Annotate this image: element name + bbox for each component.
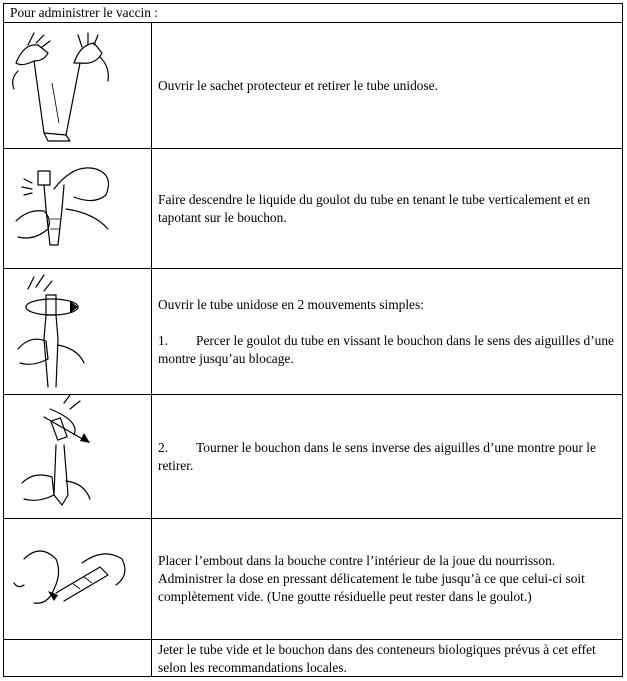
step-row-3 (4, 269, 622, 395)
step-6-image-cell (4, 640, 152, 676)
step-row-2 (4, 149, 622, 269)
step-3-intro: Ouvrir le tube unidose en 2 mouvements simples: (158, 296, 424, 312)
administer-dose-illustration (4, 519, 151, 639)
step-1-text: Ouvrir le sachet protecteur et retirer le tube unidose. (158, 77, 438, 93)
step-3-illustration (4, 269, 152, 394)
header-title: Pour administrer le vaccin : (10, 5, 158, 20)
step-row-5 (4, 519, 622, 640)
step-5-text: Placer l’embout dans la bouche contre l’intérieur de la joue du nourrisson. Administrer la dose en pressant délicatement le tube jusqu’à ce que celui-ci soit complètement vide. (Une goutte résiduelle peut rester dans le goulot.) (158, 553, 585, 604)
step-6-text-cell (152, 640, 622, 676)
step-row-1 (4, 23, 622, 149)
open-sachet-illustration (4, 23, 151, 148)
step-4-text-cell (152, 395, 622, 518)
table-header (4, 4, 622, 23)
step-4-instruction (158, 439, 618, 475)
tap-tube-illustration (4, 149, 151, 268)
step-4-text: Tourner le bouchon dans le sens inverse des aiguilles d’une montre pour le retirer. (158, 439, 596, 473)
step-row-4 (4, 395, 622, 519)
step-4-illustration (4, 395, 152, 518)
step-5-text-cell (152, 519, 622, 639)
step-2-illustration (4, 149, 152, 268)
step-6-text: Jeter le tube vide et le bouchon dans des conteneurs biologiques prévus à cet effet selon les recommandations locales. (158, 642, 596, 675)
step-3-text-cell (152, 269, 622, 394)
instruction-table (3, 3, 623, 677)
step-3-text: Percer le goulot du tube en vissant le bouchon dans le sens des aiguilles d’une montre jusqu’au blocage. (158, 332, 614, 366)
step-2-text-cell (152, 149, 622, 268)
step-row-6 (4, 640, 622, 676)
step-5-illustration (4, 519, 152, 639)
remove-cap-illustration (4, 395, 151, 518)
twist-cap-clockwise-illustration (4, 269, 151, 394)
step-1-illustration (4, 23, 152, 148)
step-4-number: 2. (158, 439, 169, 455)
step-2-text: Faire descendre le liquide du goulot du tube en tenant le tube verticalement et en tapotant sur le bouchon. (158, 191, 591, 225)
step-3-number: 1. (158, 332, 169, 348)
step-1-text-cell (152, 23, 622, 148)
step-3-instruction (158, 332, 618, 368)
